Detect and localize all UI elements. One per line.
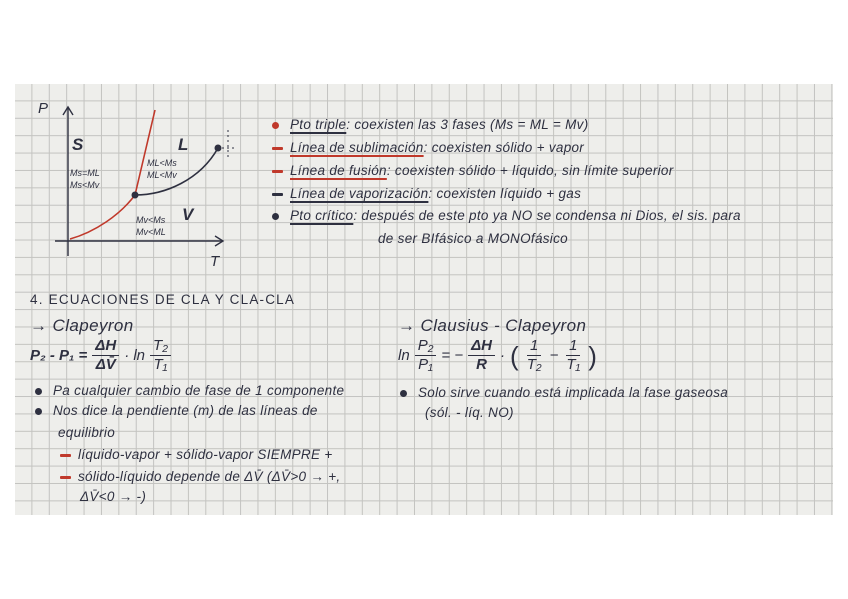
region-vapor-label: V — [182, 205, 194, 224]
formula-dot: · — [500, 347, 506, 364]
region-solid-label: S — [72, 135, 84, 154]
critical-point-dot — [215, 145, 222, 152]
formula-lhs: P₂ - P₁ = — [30, 347, 88, 364]
note-text: : coexisten las 3 fases (Ms = ML = Mv) — [346, 117, 589, 132]
note-triple-point — [272, 116, 589, 134]
clausius-bullet — [400, 384, 728, 402]
fraction-numerator: T₂ — [150, 338, 171, 356]
formula-ln: ln — [398, 347, 410, 364]
formula-minus: − — [549, 347, 559, 364]
bullet-continuation: (sól. - líq. NO) — [425, 405, 514, 420]
fraction-denominator: R — [476, 356, 487, 373]
vapor-note: Mv<ML — [136, 227, 166, 237]
dark-dot-bullet-icon — [35, 388, 42, 395]
bullet-text: Pa cualquier cambio de fase de 1 componente — [53, 383, 345, 398]
red-dash-bullet-icon — [272, 170, 283, 173]
formula-operator: · ln — [124, 347, 146, 364]
bullet-text: Solo sirve cuando está implicada la fase gaseosa — [418, 385, 729, 400]
y-axis-label: P — [38, 100, 49, 117]
bullet-text: sólido-líquido depende de ΔV̄ (ΔV̄>0 → +, — [78, 469, 341, 484]
solid-note: Ms<Mv — [70, 180, 100, 190]
note-text: : después de este pto ya NO se condensa ni Dios, el sis. para — [353, 208, 741, 223]
fraction-enthalpy-gas-constant — [468, 338, 495, 373]
note-text: : coexisten líquido + gas — [428, 186, 582, 201]
section-title: 4. ECUACIONES DE CLA Y CLA-CLA — [30, 292, 296, 307]
sublimation-curve — [70, 195, 135, 239]
note-critical-point — [272, 207, 741, 225]
clapeyron-heading: → Clapeyron — [30, 316, 134, 335]
dark-dash-bullet-icon — [272, 193, 283, 196]
fraction-numerator: 1 — [566, 338, 580, 356]
region-liquid-label: L — [178, 135, 189, 154]
fraction-denominator: T₂ — [526, 356, 542, 373]
note-sublimation-line — [272, 139, 584, 157]
vapor-note: Mv<Ms — [136, 215, 166, 225]
phase-diagram — [28, 95, 243, 270]
fraction-inverse-t1 — [563, 338, 583, 373]
note-term: Línea de vaporización — [290, 186, 429, 201]
fraction-inverse-t2 — [524, 338, 545, 373]
bullet-text: líquido-vapor + sólido-vapor SIEMPRE + — [78, 447, 333, 462]
clapeyron-sub-bullet — [60, 468, 340, 486]
note-vaporization-line — [272, 185, 581, 203]
fraction-denominator: T₁ — [153, 356, 168, 373]
clausius-clapeyron-formula — [398, 338, 597, 373]
note-critical-point-continuation: de ser BIfásico a MONOfásico — [378, 231, 568, 246]
solid-note: Ms=ML — [70, 168, 100, 178]
liquid-note: ML<Mv — [147, 170, 177, 180]
note-fusion-line — [272, 162, 674, 180]
bullet-continuation: ΔV̄<0 → -) — [80, 489, 147, 504]
fraction-numerator: ΔH — [92, 338, 119, 356]
fraction-numerator: ΔH — [468, 338, 495, 356]
clapeyron-formula — [30, 338, 171, 373]
fraction-temperatures — [150, 338, 171, 373]
clapeyron-bullet — [35, 402, 318, 420]
red-dash-bullet-icon — [60, 476, 71, 479]
fraction-denominator: T₁ — [566, 356, 581, 373]
x-axis-label: T — [210, 253, 220, 270]
formula-equals: = − — [441, 347, 464, 364]
liquid-note: ML<Ms — [147, 158, 177, 168]
fraction-enthalpy-volume — [92, 338, 119, 373]
red-dot-bullet-icon — [272, 122, 279, 129]
fusion-curve — [135, 110, 155, 195]
red-dash-bullet-icon — [272, 147, 283, 150]
note-term: Línea de sublimación — [290, 140, 424, 155]
dark-dot-bullet-icon — [35, 408, 42, 415]
red-dash-bullet-icon — [60, 454, 71, 457]
fraction-denominator: P₁ — [418, 356, 433, 373]
triple-point-dot — [132, 192, 139, 199]
fraction-numerator: P₂ — [415, 338, 437, 356]
dark-dot-bullet-icon — [272, 213, 279, 220]
clapeyron-bullet — [35, 382, 344, 400]
formula-open-paren: ( — [510, 340, 519, 371]
formula-close-paren: ) — [588, 340, 597, 371]
clapeyron-sub-bullet — [60, 446, 333, 464]
dark-dot-bullet-icon — [400, 390, 407, 397]
note-term: Línea de fusión — [290, 163, 387, 178]
note-term: Pto triple — [290, 117, 347, 132]
bullet-continuation: equilibrio — [58, 425, 116, 440]
note-term: Pto crítico — [290, 208, 354, 223]
fraction-numerator: 1 — [527, 338, 541, 356]
note-text: : coexisten sólido + líquido, sin límite superior — [386, 163, 674, 178]
fraction-denominator: ΔV̄ — [95, 356, 116, 373]
bullet-text: Nos dice la pendiente (m) de las líneas de — [53, 403, 318, 418]
fraction-pressures — [415, 338, 437, 373]
note-text: : coexisten sólido + vapor — [423, 140, 585, 155]
clausius-clapeyron-heading: → Clausius - Clapeyron — [398, 316, 587, 335]
